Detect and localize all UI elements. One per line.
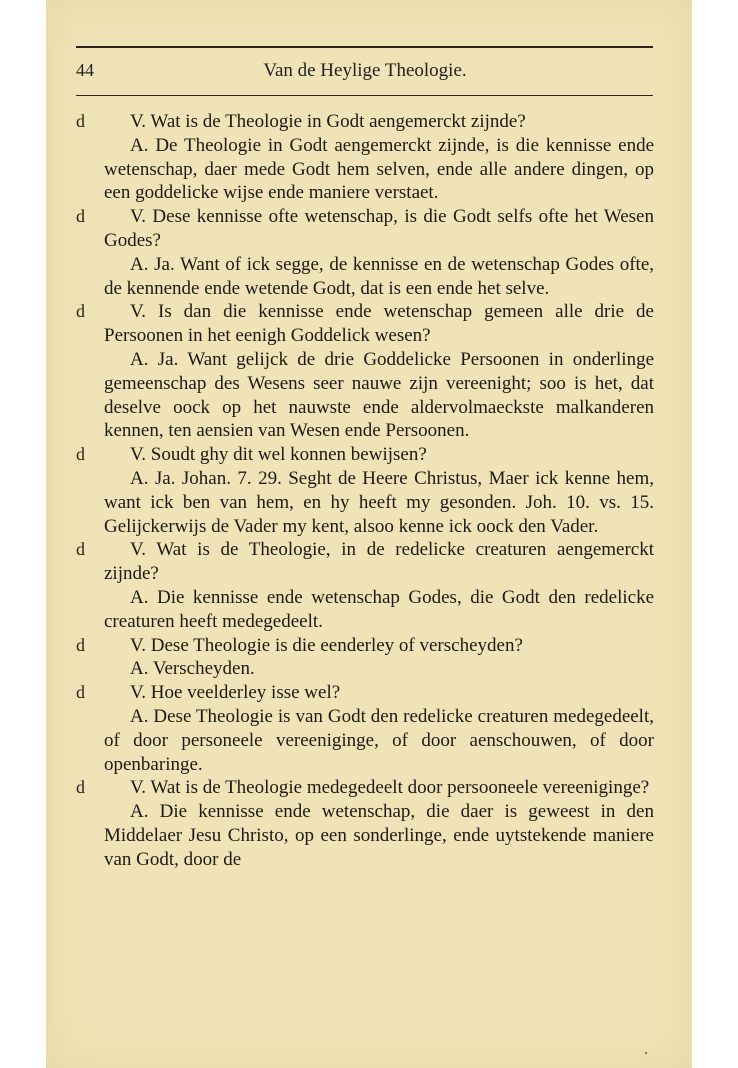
question-text: V. Wat is de Theologie, in de redelicke creaturen aengemerckt zijnde? — [104, 539, 654, 585]
question-entry — [76, 110, 654, 134]
margin-marker: d — [76, 682, 85, 703]
question-entry — [76, 205, 654, 253]
answer-text: A. Ja. Want of ick segge, de kennisse en de wetenschap Godes ofte, de kennende ende wetende Godt, dat is een ende het selve. — [104, 253, 654, 299]
question-text: V. Wat is de Theologie medegedeelt door persooneele vereeniginge? — [130, 777, 650, 799]
margin-marker: d — [76, 111, 85, 131]
answer-entry — [104, 657, 654, 681]
answer-entry — [104, 348, 654, 443]
question-entry — [76, 681, 654, 705]
running-title: Van de Heylige Theologie. — [263, 60, 467, 81]
answer-entry — [104, 800, 654, 871]
answer-entry — [104, 134, 654, 205]
question-entry — [76, 538, 654, 586]
answer-text: A. Die kennisse ende wetenschap, die daer is geweest in den Middelaer Jesu Christo, op een sonderlinge, ende uytstekende maniere van Godt, door de — [104, 801, 654, 870]
page-speck — [645, 1052, 647, 1054]
answer-text: A. Ja. Want gelijck de drie Goddelicke Persoonen in onderlinge gemeenschap des Wesens seer nauwe zijn vereenight; soo is het, dat deselve oock op het nauwste ende aldervolmaeckste malkanderen kennen, ten aensien van Wesen ende Persoonen. — [104, 348, 654, 442]
question-text: V. Soudt ghy dit wel konnen bewijsen? — [130, 444, 427, 466]
page-body — [76, 110, 654, 872]
answer-text: A. De Theologie in Godt aengemerckt zijnde, is die kennisse ende wetenschap, daer mede Godt hem selven, ende alle andere dingen, op een goddelicke wijse ende maniere verstaet. — [104, 134, 654, 204]
margin-marker: d — [76, 444, 85, 465]
question-text: V. Hoe veelderley isse wel? — [130, 682, 341, 704]
answer-text: A. Dese Theologie is van Godt den redelicke creaturen medegedeelt, of door personeele vereeniginge, of door aenschouwen, of door openbaringe. — [104, 705, 654, 775]
question-entry — [76, 634, 654, 658]
question-text: V. Dese Theologie is die eenderley of verscheyden? — [130, 634, 523, 656]
question-entry — [76, 776, 654, 800]
header-subrule — [76, 95, 653, 96]
margin-marker: d — [76, 539, 85, 560]
header-rule — [76, 46, 653, 48]
margin-marker: d — [76, 777, 85, 798]
margin-marker: d — [76, 634, 85, 655]
answer-entry — [104, 467, 654, 538]
question-entry — [76, 443, 654, 467]
margin-marker: d — [76, 206, 85, 227]
question-text: V. Wat is de Theologie in Godt aengemerckt zijnde? — [130, 111, 526, 132]
answer-entry — [104, 253, 654, 301]
answer-entry — [104, 586, 654, 634]
answer-entry — [104, 705, 654, 776]
answer-text: A. Verscheyden. — [130, 658, 255, 680]
answer-text: A. Die kennisse ende wetenschap Godes, die Godt den redelicke creaturen heeft medegedeelt. — [104, 586, 654, 632]
page-number: 44 — [76, 60, 94, 80]
question-entry — [76, 300, 654, 348]
question-text: V. Dese kennisse ofte wetenschap, is die Godt selfs ofte het Wesen Godes? — [104, 206, 654, 251]
answer-text: A. Ja. Johan. 7. 29. Seght de Heere Christus, Maer ick kenne hem, want ick ben van hem, en hy heeft my gesonden. Joh. 10. vs. 15. Gelijckerwijs de Vader my kent, alsoo kenne ick oock den Vader. — [104, 467, 654, 537]
question-text: V. Is dan die kennisse ende wetenschap gemeen alle drie de Persoonen in het eenigh Goddelick wesen? — [104, 301, 654, 347]
margin-marker: d — [76, 301, 85, 322]
